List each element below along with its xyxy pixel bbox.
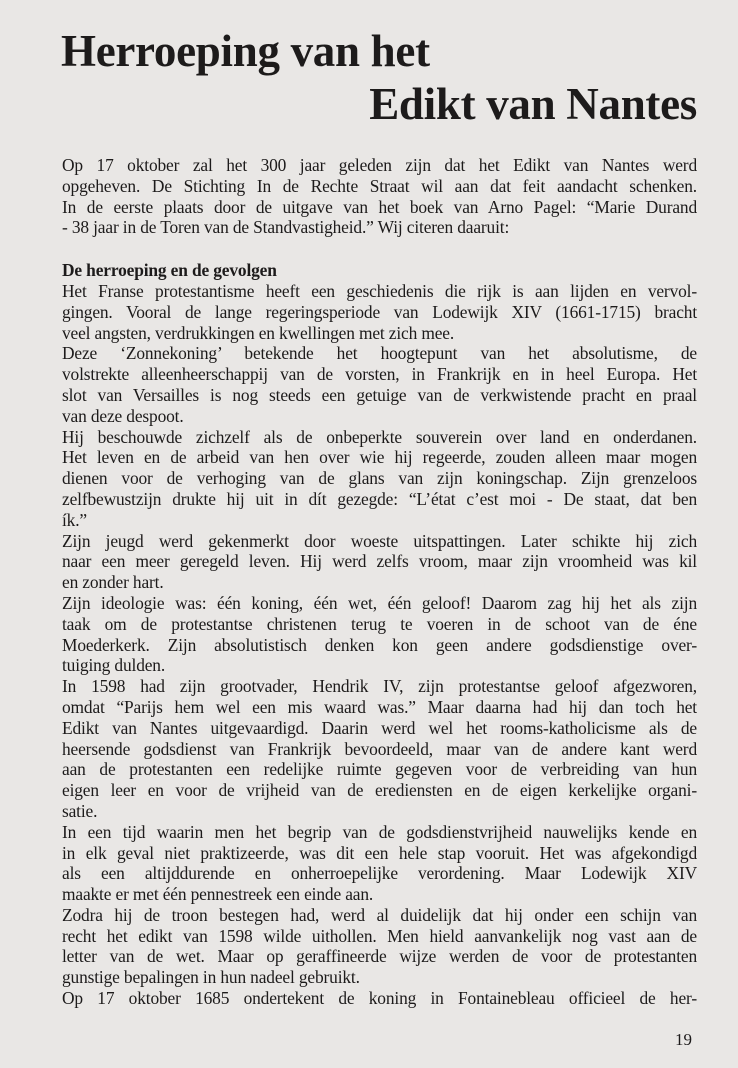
text-line: Zodra hij de troon bestegen had, werd al duidelijk dat hij onder een schijn van [62,904,697,925]
text-line: Zijn ideologie was: één koning, één wet, één geloof! Daarom zag hij het als zijn [62,592,697,613]
text-line: ík.” [62,509,87,530]
text-line: in elk geval niet praktizeerde, was dit een hele stap vooruit. Het was afgekondigd [62,842,697,863]
title-line-1: Herroeping van het [61,26,430,76]
paragraph [62,427,697,531]
text-line: Deze ‘Zonnekoning’ betekende het hoogtepunt van het absolutisme, de [62,343,697,364]
text-line: Het Franse protestantisme heeft een geschiedenis die rijk is aan lijden en vervol- [62,280,697,301]
text-line: naar een meer geregeld leven. Hij werd zelfs vroom, maar zijn vroomheid was kil [62,551,697,572]
text-line: volstrekte alleenheerschappij van de vorsten, in Frankrijk en in heel Europa. Het [62,364,697,385]
text-line: als een altijddurende en onherroepelijke verordening. Maar Lodewijk XIV [62,863,697,884]
paragraph [62,905,697,988]
text-line: Moederkerk. Zijn absolutistisch denken kon geen andere godsdienstige over- [62,634,697,655]
text-line: dienen voor de verhoging van de glans van zijn koningschap. Zijn grenzeloos [62,468,697,489]
paragraph [62,593,697,676]
text-line: maakte er met één pennestreek een einde aan. [62,884,374,905]
text-line: Hij beschouwde zichzelf als de onbeperkte souverein over land en onderdanen. [62,426,697,447]
text-line: - 38 jaar in de Toren van de Standvastigheid.” Wij citeren daaruit: [62,217,510,238]
text-line: tuiging dulden. [62,655,166,676]
text-line: gunstige bepalingen in hun nadeel gebruikt. [62,967,360,988]
text-line: Edikt van Nantes uitgevaardigd. Daarin werd wel het rooms-katholicisme als de [62,717,697,738]
text-line: opgeheven. De Stichting In de Rechte Straat wil aan dat feit aandacht schenken. [62,175,697,196]
article-body [62,155,697,1009]
paragraph [62,281,697,343]
text-line: Het leven en de arbeid van hen over wie hij regeerde, zouden alleen maar mogen [62,447,697,468]
title-line-2: Edikt van Nantes [369,79,697,129]
text-line: satie. [62,800,98,821]
text-line: gingen. Vooral de lange regeringsperiode van Lodewijk XIV (1661-1715) bracht [62,301,697,322]
paragraph [62,988,697,1009]
text-line: In een tijd waarin men het begrip van de godsdienstvrijheid nauwelijks kende en [62,821,697,842]
text-line: Zijn jeugd werd gekenmerkt door woeste uitspattingen. Later schikte hij zich [62,530,697,551]
text-line: letter van de wet. Maar op geraffineerde wijze werden de voor de protestanten [62,946,697,967]
text-line: eigen leer en voor de vrijheid van de erediensten en de eigen kerkelijke organi- [62,780,697,801]
text-line: In 1598 had zijn grootvader, Hendrik IV, zijn protestantse geloof afgezworen, [62,676,697,697]
paragraph [62,531,697,593]
page-number: 19 [675,1030,692,1049]
paragraph [62,822,697,905]
text-line: en zonder hart. [62,572,164,593]
text-line: omdat “Parijs hem wel een mis waard was.” Maar daarna had hij dan toch het [62,696,697,717]
text-line: veel angsten, verdrukkingen en kwellingen met zich mee. [62,322,455,343]
paragraph [62,676,697,822]
section-heading: De herroeping en de gevolgen [62,260,277,281]
text-line: recht het edikt van 1598 wilde uithollen. Men hield aanvankelijk nog vast aan de [62,925,697,946]
text-line: slot van Versailles is nog steeds een getuige van de verkwistende pracht en praal [62,384,697,405]
text-line: van deze despoot. [62,405,184,426]
paragraph [62,343,697,426]
intro-paragraph [62,155,697,238]
text-line: aan de protestanten een redelijke ruimte gegeven voor de verbreiding van hun [62,759,697,780]
text-line: taak om de protestantse christenen terug te voeren in de schoot van de éne [62,613,697,634]
text-line: heersende godsdienst van Frankrijk bevoordeeld, maar van de andere kant werd [62,738,697,759]
text-line: In de eerste plaats door de uitgave van het boek van Arno Pagel: “Marie Durand [62,196,697,217]
section-paragraphs [62,281,697,1009]
text-line: Op 17 oktober zal het 300 jaar geleden zijn dat het Edikt van Nantes werd [62,155,697,175]
text-line: Op 17 oktober 1685 ondertekent de koning in Fontainebleau officieel de her- [62,988,697,1009]
text-line: zelfbewustzijn drukte hij uit in dít gezegde: “L’état c’est moi - De staat, dat ben [62,488,697,509]
